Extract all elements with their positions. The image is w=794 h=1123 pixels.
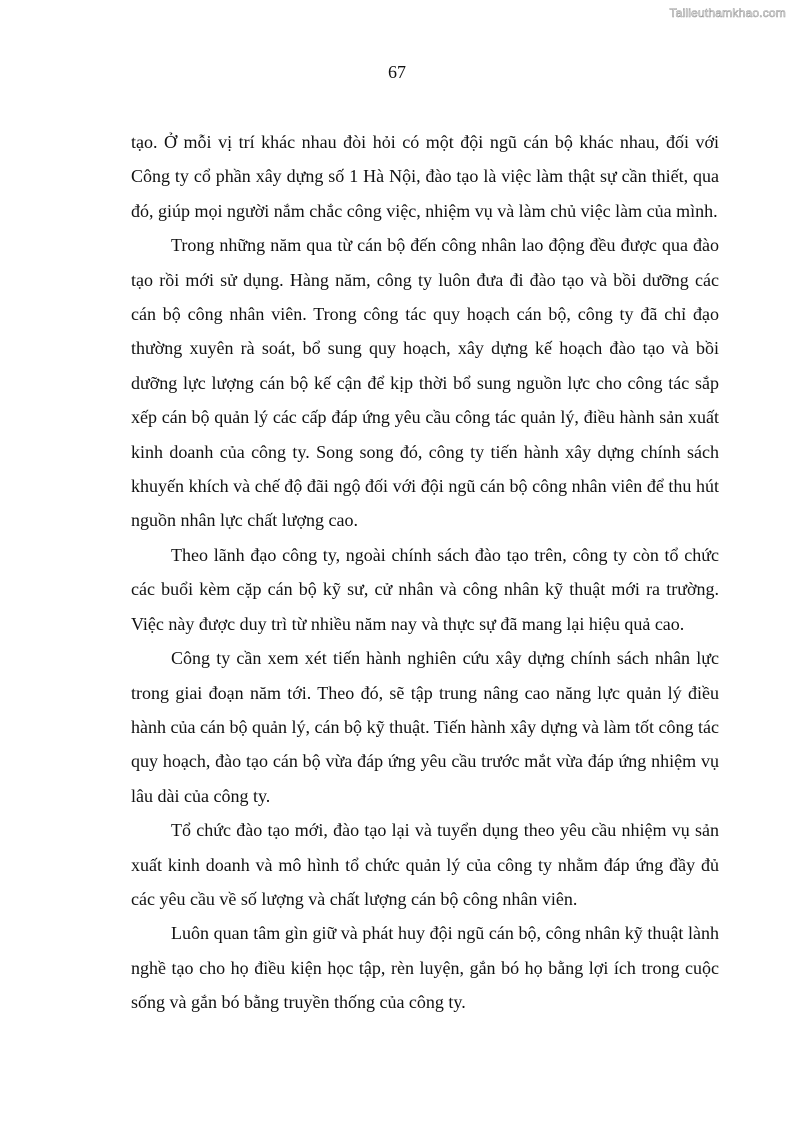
paragraph-recruitment: Tổ chức đào tạo mới, đào tạo lại và tuyển dụng theo yêu cầu nhiệm vụ sản xuất kinh doanh và mô hình tổ chức quản lý của công ty nhằm đáp ứng đầy đủ các yêu cầu về số lượng và chất lượng cán bộ công nhân viên.	[131, 820, 719, 909]
watermark-text: Tailieuthamkhao.com	[669, 6, 786, 20]
paragraph-mentoring: Theo lãnh đạo công ty, ngoài chính sách đào tạo trên, công ty còn tổ chức các buổi kèm cặp cán bộ kỹ sư, cử nhân và công nhân kỹ thuật mới ra trường. Việc này được duy trì từ nhiều năm nay và thực sự đã mang lại hiệu quả cao.	[131, 544, 719, 634]
paragraph-hr-policy: Công ty cần xem xét tiến hành nghiên cứu xây dựng chính sách nhân lực trong giai đoạn năm tới. Theo đó, sẽ tập trung nâng cao năng lực quản lý điều hành của cán bộ quản lý, cán bộ kỹ thuật. Tiến hành xây dựng và làm tốt công tác quy hoạch, đào tạo cán bộ vừa đáp ứng yêu cầu trước mắt vừa đáp ứng nhiệm vụ lâu dài của công ty.	[131, 648, 719, 806]
page-number: 67	[388, 62, 406, 82]
document-body	[131, 125, 719, 1020]
paragraph-continuation: tạo. Ở mỗi vị trí khác nhau đòi hỏi có một đội ngũ cán bộ khác nhau, đối với Công ty cổ phần xây dựng số 1 Hà Nội, đào tạo là việc làm thật sự cần thiết, qua đó, giúp mọi người nắm chắc công việc, nhiệm vụ và làm chủ việc làm của mình.	[131, 132, 719, 221]
paragraph-retention: Luôn quan tâm gìn giữ và phát huy đội ngũ cán bộ, công nhân kỹ thuật lành nghề tạo cho họ điều kiện học tập, rèn luyện, gắn bó họ bằng lợi ích trong cuộc sống và gắn bó bằng truyền thống của công ty.	[131, 923, 719, 1013]
paragraph-training-history: Trong những năm qua từ cán bộ đến công nhân lao động đều được qua đào tạo rồi mới sử dụng. Hàng năm, công ty luôn đưa đi đào tạo và bồi dưỡng các cán bộ công nhân viên. Trong công tác quy hoạch cán bộ, công ty đã chỉ đạo thường xuyên rà soát, bổ sung quy hoạch, xây dựng kế hoạch đào tạo và bồi dưỡng lực lượng cán bộ kế cận để kịp thời bổ sung nguồn lực cho công tác sắp xếp cán bộ quản lý các cấp đáp ứng yêu cầu công tác quản lý, điều hành sản xuất kinh doanh của công ty. Song song đó, công ty tiến hành xây dựng chính sách khuyến khích và chế độ đãi ngộ đối với đội ngũ cán bộ công nhân viên để thu hút nguồn nhân lực chất lượng cao.	[131, 235, 719, 531]
